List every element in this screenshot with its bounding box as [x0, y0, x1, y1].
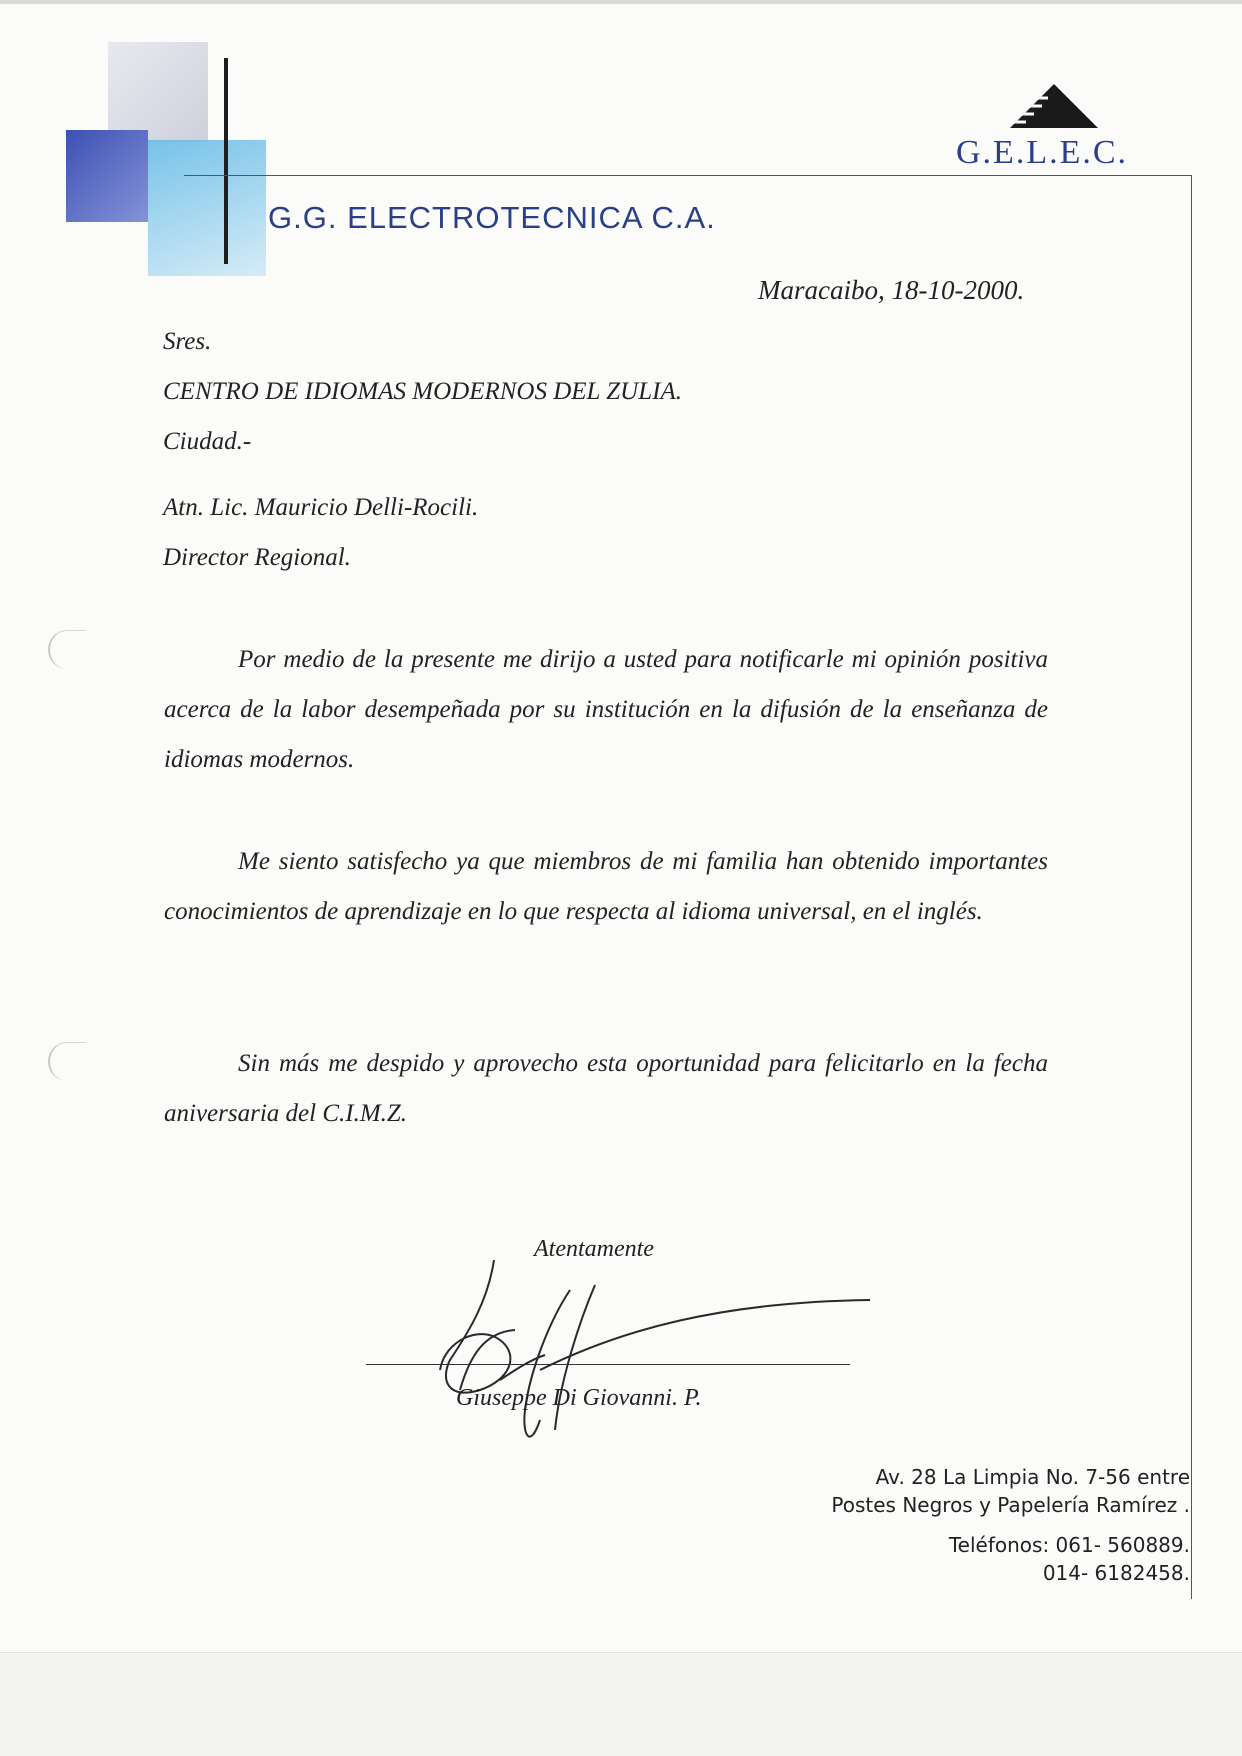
recipient-attention: Atn. Lic. Mauricio Delli-Rocili. — [163, 494, 479, 521]
brand-acronym: G.E.L.E.C. — [956, 134, 1129, 171]
recipient-organization: CENTRO DE IDIOMAS MODERNOS DEL ZULIA. — [163, 378, 682, 405]
signature-scribble — [430, 1260, 900, 1460]
closing: Atentamente — [534, 1236, 654, 1262]
letterhead-rule — [184, 175, 1192, 176]
body-paragraph-2: Me siento satisfecho ya que miembros de mi familia han obtenido importantes conocimientos de aprendizaje en lo que respecta al idioma universal, en el inglés. — [164, 848, 1048, 925]
recipient-title: Director Regional. — [163, 544, 351, 571]
signer-name: Giuseppe Di Giovanni. P. — [456, 1385, 702, 1411]
punch-hole-mark — [48, 630, 86, 669]
logo-square-grey — [108, 42, 208, 142]
footer-phone-line-1: Teléfonos: 061- 560889. — [948, 1533, 1190, 1557]
scan-edge — [0, 0, 1242, 4]
logo-square-blue — [66, 130, 148, 222]
triangle-logo-icon — [1008, 84, 1098, 128]
logo-square-cyan — [148, 140, 266, 276]
scan-bottom-margin — [0, 1652, 1242, 1756]
company-name: G.G. ELECTROTECNICA C.A. — [268, 200, 716, 235]
footer-address-line-1: Av. 28 La Limpia No. 7-56 entre — [875, 1465, 1190, 1489]
punch-hole-mark — [48, 1042, 86, 1081]
logo-vertical-bar — [224, 58, 228, 264]
recipient-salutation: Sres. — [163, 328, 212, 355]
signature-line — [366, 1364, 850, 1365]
body-paragraph-1: Por medio de la presente me dirijo a usted para notificarle mi opinión positiva acerca de la labor desempeñada por su institución en la difusión de la enseñanza de idiomas modernos. — [164, 646, 1048, 773]
recipient-city: Ciudad.- — [163, 428, 252, 455]
footer-phone-line-2: 014- 6182458. — [1042, 1561, 1190, 1585]
body-paragraph-3: Sin más me despido y aprovecho esta oportunidad para felicitarlo en la fecha aniversaria del C.I.M.Z. — [164, 1050, 1048, 1127]
footer-address-line-2: Postes Negros y Papelería Ramírez . — [831, 1493, 1190, 1517]
letterhead-frame-right — [1191, 175, 1192, 1599]
letter-date: Maracaibo, 18-10-2000. — [758, 275, 1025, 305]
